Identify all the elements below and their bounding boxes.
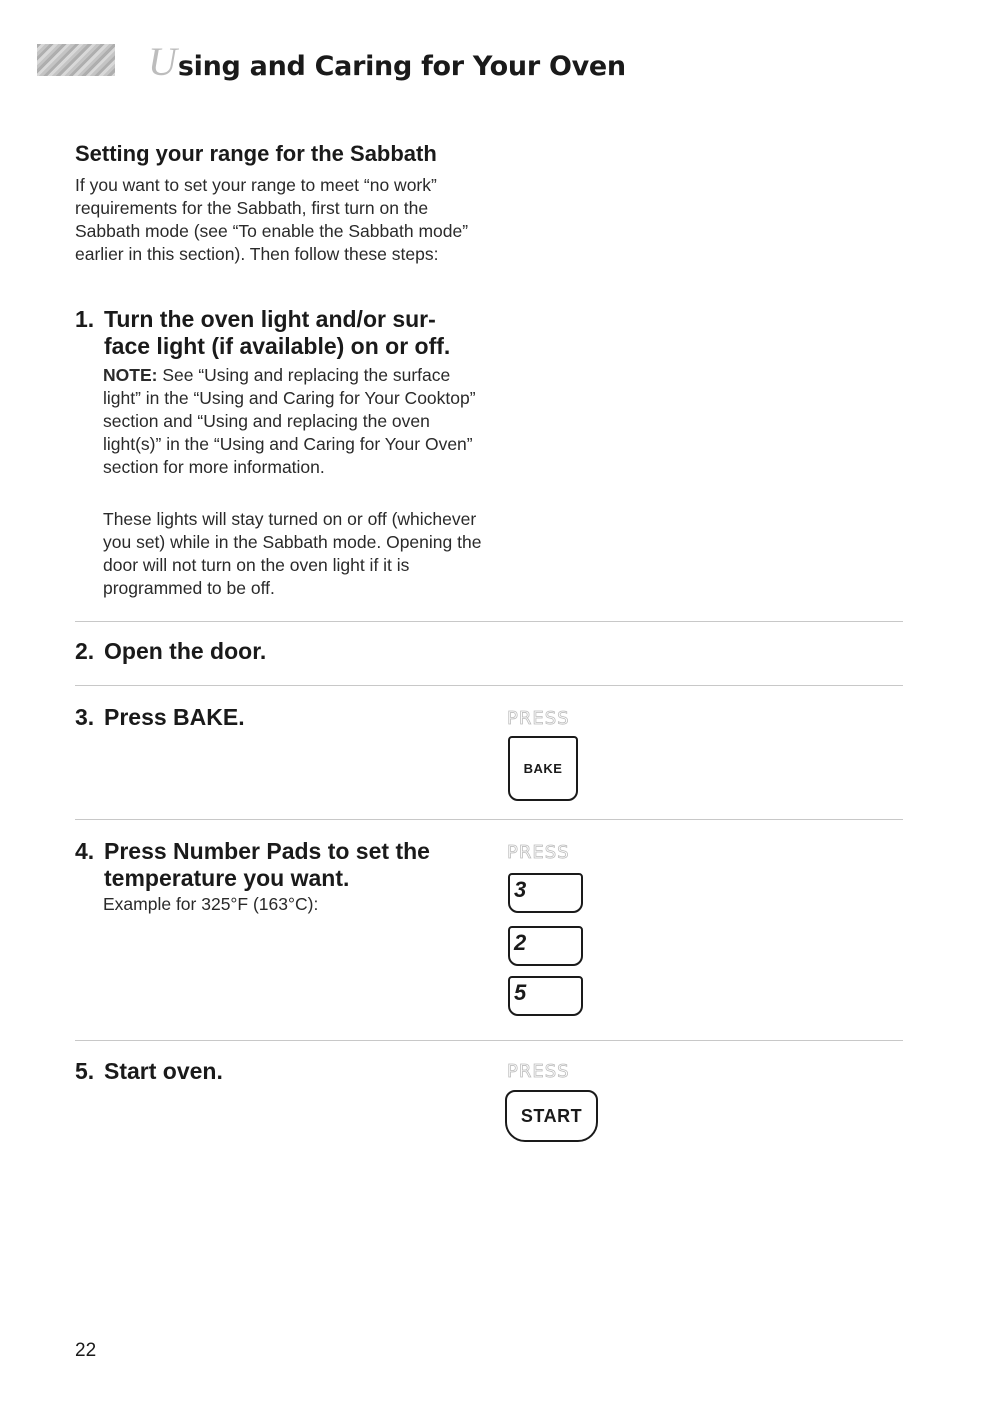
- step-3-title: Press BAKE.: [104, 704, 245, 730]
- step-1-title-line1: Turn the oven light and/or sur-: [104, 306, 436, 332]
- start-key: START: [505, 1090, 598, 1142]
- step-5-title: Start oven.: [104, 1058, 223, 1084]
- step-3-number: 3.: [75, 704, 95, 730]
- divider: [75, 1040, 903, 1041]
- step-4-number: 4.: [75, 838, 95, 864]
- step-5-heading: [75, 1058, 223, 1085]
- step-1-heading: [75, 306, 495, 360]
- press-label: PRESS: [507, 842, 570, 863]
- bake-key: BAKE: [508, 736, 578, 801]
- header-dropcap: U: [148, 39, 177, 84]
- divider: [75, 685, 903, 686]
- number-key-2: 2: [508, 926, 583, 966]
- step-3-heading: [75, 704, 245, 731]
- step-1-title-line2: face light (if available) on or off.: [104, 333, 451, 359]
- step-4-example: Example for 325°F (163°C):: [103, 894, 319, 914]
- divider: [75, 621, 903, 622]
- step-4-title-line1: Press Number Pads to set the: [104, 838, 430, 864]
- step-2-heading: [75, 638, 266, 665]
- press-label: PRESS: [507, 708, 570, 729]
- header-title: sing and Caring for Your Oven: [177, 51, 626, 82]
- header-decoration: [37, 44, 115, 76]
- number-key-3: 3: [508, 873, 583, 913]
- number-key-5: 5: [508, 976, 583, 1016]
- step-1-number: 1.: [75, 306, 95, 332]
- note-label: NOTE:: [103, 365, 158, 385]
- step-2-title: Open the door.: [104, 638, 267, 664]
- step-1-note: [103, 364, 483, 479]
- step-4-heading: [75, 838, 495, 892]
- press-label: PRESS: [507, 1061, 570, 1082]
- section-title: Setting your range for the Sabbath: [75, 141, 437, 166]
- step-4-title-line2: temperature you want.: [104, 865, 350, 891]
- step-2-number: 2.: [75, 638, 95, 664]
- page-header: [148, 39, 626, 84]
- page-number: 22: [75, 1340, 97, 1361]
- step-5-number: 5.: [75, 1058, 95, 1084]
- divider: [75, 819, 903, 820]
- step-1-body: These lights will stay turned on or off (whichever you set) while in the Sabbath mode. Opening the door will not turn on the oven light if it is programmed to be off.: [103, 509, 482, 598]
- section-intro: If you want to set your range to meet “no work” requirements for the Sabbath, first turn on the Sabbath mode (see “To enable the Sabbath mode” earlier in this section). Then follow these steps:: [75, 175, 469, 264]
- note-text: See “Using and replacing the surface light” in the “Using and Caring for Your Cooktop” section and “Using and replacing the oven light(s)” in the “Using and Caring for Your Oven” section for more information.: [103, 365, 476, 477]
